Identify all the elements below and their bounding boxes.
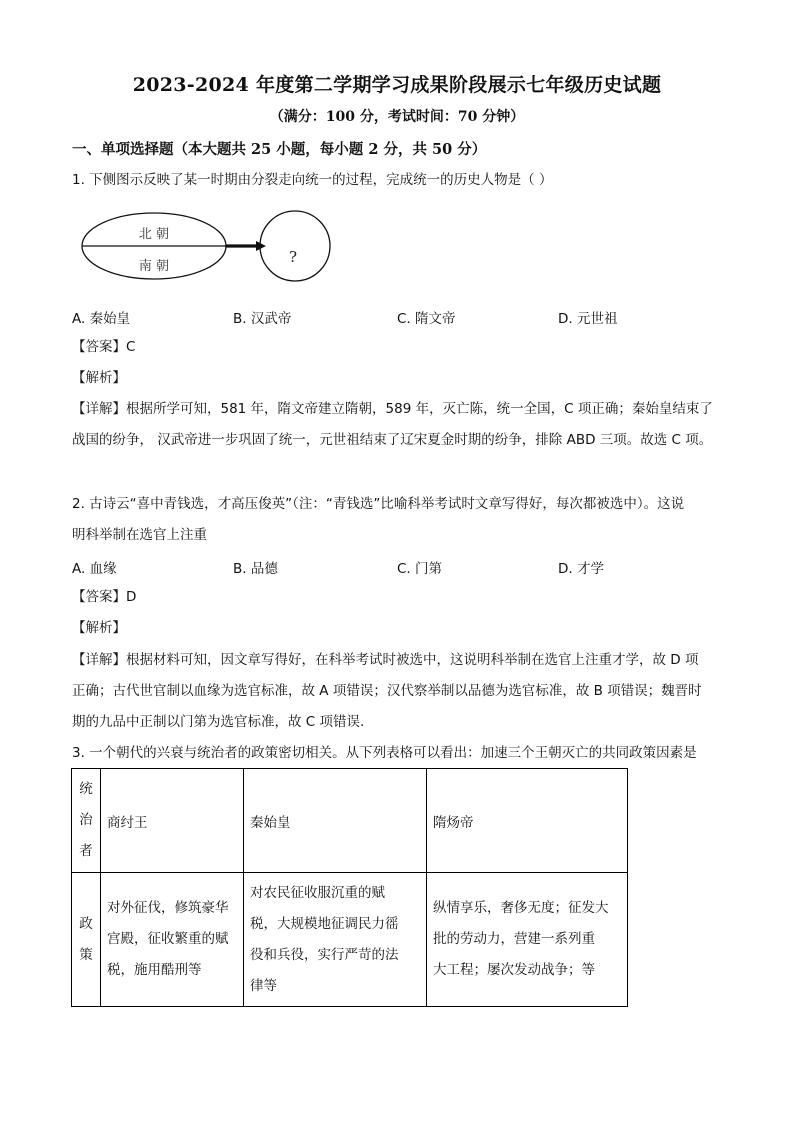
- question-1-stem: 1. 下侧图示反映了某一时期由分裂走向统一的过程，完成统一的历史人物是（ ）: [72, 172, 553, 188]
- ruler-sui-yangdi: 隋炀帝: [427, 769, 628, 873]
- q1-option-a: A. 秦始皇: [72, 311, 131, 327]
- north-dynasty-label: 北 朝: [138, 227, 170, 242]
- q1-option-b: B. 汉武帝: [233, 311, 292, 327]
- table-row: [72, 873, 628, 1007]
- south-dynasty-label: 南 朝: [138, 259, 170, 274]
- q2-detail-line-3: 期的九品中正制以门第为选官标准，故 C 项错误.: [72, 714, 365, 730]
- result-circle: [260, 211, 330, 281]
- question-1-diagram: [80, 210, 340, 290]
- q2-answer: 【答案】D: [72, 589, 137, 605]
- q2-detail-line-1: 【详解】根据材料可知，因文章写得好，在科举考试时被选中，这说明科举制在选官上注重才学，故 D 项: [72, 652, 699, 668]
- exam-info: （满分：100 分，考试时间：70 分钟）: [269, 109, 525, 125]
- unknown-label: ?: [288, 248, 298, 266]
- section-heading: 一、单项选择题（本大题共 25 小题，每小题 2 分，共 50 分）: [72, 141, 487, 158]
- q2-option-d: D. 才学: [558, 561, 604, 577]
- q2-analysis-label: 【解析】: [72, 620, 126, 636]
- row-header-rulers: 统 治 者: [72, 769, 101, 873]
- q2-option-a: A. 血缘: [72, 561, 117, 577]
- q2-option-c: C. 门第: [397, 561, 443, 577]
- ruler-shang-zhou: 商纣王: [101, 769, 244, 873]
- question-2-stem-line-1: 2. 古诗云“喜中青钱选，才高压俊英”（注：“青钱选”比喻科举考试时文章写得好，每次都被选中）。这说: [72, 496, 685, 512]
- rulers-policy-table: [71, 768, 628, 1007]
- policy-sui-yangdi: 纵情享乐，奢侈无度；征发大 批的劳动力，营建一系列重 大工程；屡次发动战争；等: [427, 873, 628, 1007]
- q2-option-b: B. 品德: [233, 561, 278, 577]
- q1-option-c: C. 隋文帝: [397, 311, 456, 327]
- q2-detail-line-2: 正确；古代世官制以血缘为选官标准，故 A 项错误；汉代察举制以品德为选官标准，故 B 项错误；魏晋时: [72, 683, 702, 699]
- question-2-stem-line-2: 明科举制在选官上注重: [72, 527, 207, 543]
- table-row: [72, 769, 628, 873]
- q1-option-d: D. 元世祖: [558, 311, 618, 327]
- q1-analysis-label: 【解析】: [72, 370, 126, 386]
- page-title: 2023-2024 年度第二学期学习成果阶段展示七年级历史试题: [132, 74, 662, 96]
- q1-detail-line-2: 战国的纷争， 汉武帝进一步巩固了统一，元世祖结束了辽宋夏金时期的纷争，排除 ABD 三项。故选 C 项。: [72, 432, 713, 448]
- ruler-qin-shihuang: 秦始皇: [244, 769, 427, 873]
- arrow-head: [256, 241, 266, 251]
- policy-qin-shihuang: 对农民征收服沉重的赋 税，大规模地征调民力徭 役和兵役，实行严苛的法 律等: [244, 873, 427, 1007]
- row-header-policies: 政 策: [72, 873, 101, 1007]
- q1-detail-line-1: 【详解】根据所学可知，581 年，隋文帝建立隋朝，589 年，灭亡陈，统一全国，C 项正确；秦始皇结束了: [72, 401, 713, 417]
- q1-answer: 【答案】C: [72, 339, 136, 355]
- question-3-stem: 3. 一个朝代的兴衰与统治者的政策密切相关。从下列表格可以看出：加速三个王朝灭亡的共同政策因素是: [72, 745, 697, 761]
- policy-shang-zhou: 对外征伐，修筑豪华 宫殿，征收繁重的赋 税，施用酷刑等: [101, 873, 244, 1007]
